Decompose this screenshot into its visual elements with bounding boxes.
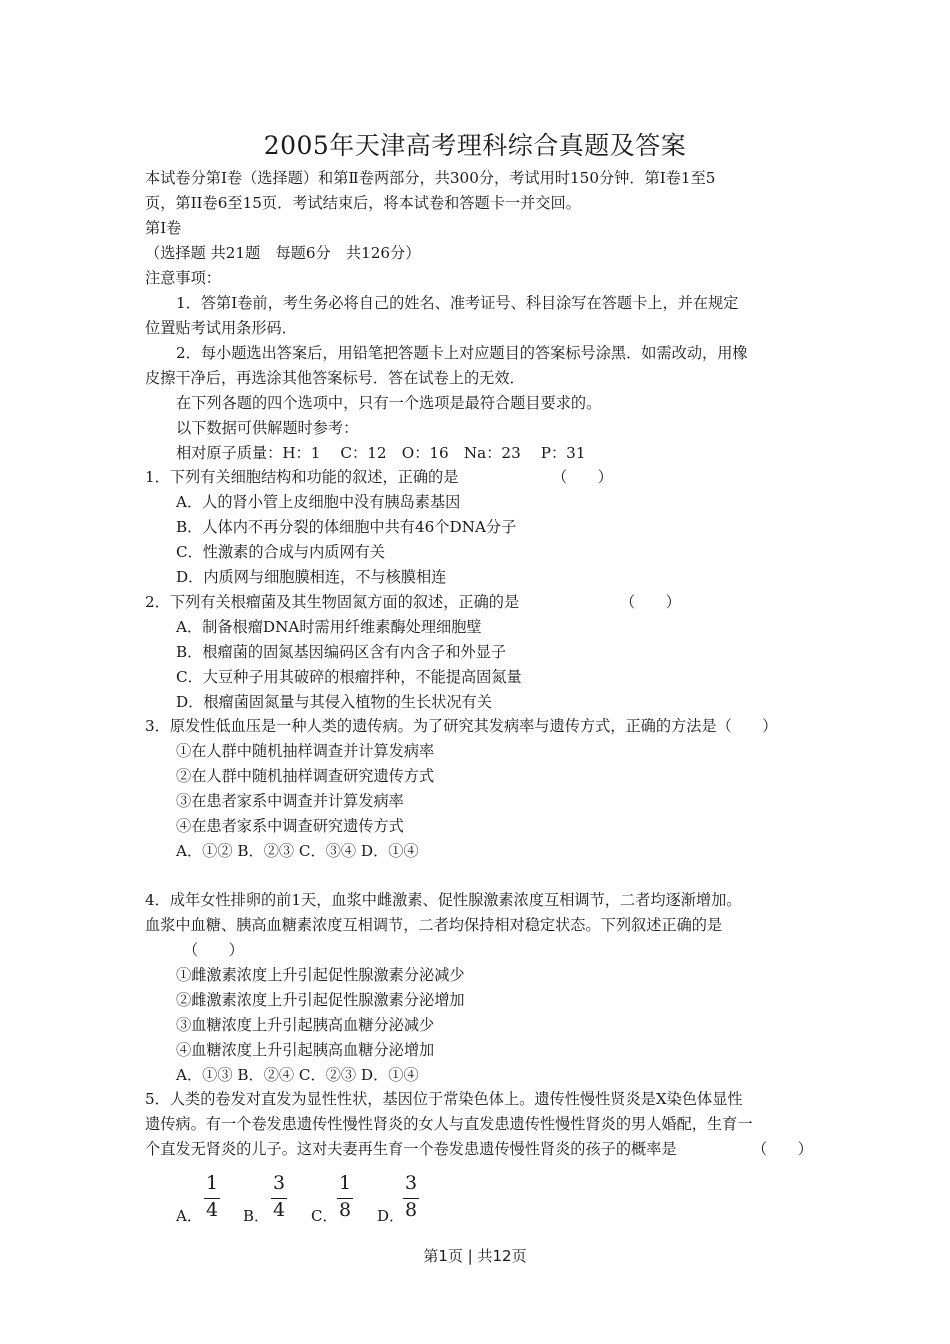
option: B．根瘤菌的固氮基因编码区含有内含子和外显子 [176, 643, 507, 661]
option: A．制备根瘤DNA时需用纤维素酶处理细胞壁 [176, 618, 482, 636]
intro-line: 页，第II卷6至15页．考试结束后，将本试卷和答题卡一并交回。 [145, 194, 581, 212]
option: C．大豆种子用其破碎的根瘤拌种，不能提高固氮量 [176, 668, 522, 686]
note-line: 1．答第Ⅰ卷前，考生务必将自己的姓名、准考证号、科目涂写在答题卡上，并在规定 [176, 294, 739, 312]
question-1-stem [145, 467, 458, 487]
option: B．人体内不再分裂的体细胞中共有46个DNA分子 [176, 518, 517, 536]
answer-paren: （ ） [752, 1140, 813, 1158]
question-5-stem: 5．人类的卷发对直发为显性性状，基因位于常染色体上。遗传性慢性贤炎是X染色体显性 [145, 1090, 743, 1108]
statement-item: ④在患者家系中调查研究遗传方式 [176, 817, 404, 835]
question-5-stem: 个直发无肾炎的儿子。这对夫妻再生育一个卷发患遗传慢性肾炎的孩子的概率是 [145, 1140, 677, 1158]
question-3-stem: 3．原发性低血压是一种人类的遗传病。为了研究其发病率与遗传方式，正确的方法是（ ） [145, 717, 778, 735]
statement-item: ②在人群中随机抽样调查研究遗传方式 [176, 767, 435, 785]
note-line: 2．每小题选出答案后，用铅笔把答题卡上对应题目的答案标号涂黑．如需改动，用橡 [176, 344, 748, 362]
intro-line: 本试卷分第Ⅰ卷（选择题）和第Ⅱ卷两部分，共300分，考试用时150分钟．第Ⅰ卷1至5 [145, 169, 716, 187]
option: C．性激素的合成与内质网有关 [176, 543, 386, 561]
answer-paren: （ ） [183, 941, 244, 959]
statement-item: ①在人群中随机抽样调查并计算发病率 [176, 742, 435, 760]
note-line: 皮擦干净后，再选涂其他答案标号．答在试卷上的无效． [145, 369, 525, 387]
notes-label: 注意事项： [145, 269, 221, 287]
question-4-stem: 4．成年女性排卵的前1天，血浆中雌激素、促性腺激素浓度互相调节，二者均逐渐增加。 [145, 891, 742, 909]
statement-item: ①雌激素浓度上升引起促性腺激素分泌减少 [176, 966, 465, 984]
question-2-stem: 2．下列有关根瘤菌及其生物固氮方面的叙述，正确的是 [145, 593, 520, 611]
question-stem-text: 1．下列有关细胞结构和功能的叙述，正确的是 [145, 468, 459, 486]
fraction-denominator: 8 [404, 1199, 418, 1221]
statement-item: ④血糖浓度上升引起胰高血糖分泌增加 [176, 1041, 435, 1059]
option-label: D． [377, 1207, 405, 1225]
fraction-numerator: 1 [205, 1172, 219, 1194]
question-4-stem: 血浆中血糖、胰高血糖素浓度互相调节，二者均保持相对稳定状态。下列叙述正确的是 [145, 916, 723, 934]
page-footer: 第1页 | 共12页 [423, 1247, 527, 1265]
fraction-denominator: 4 [205, 1199, 219, 1221]
option: A．人的肾小管上皮细胞中没有胰岛素基因 [176, 493, 461, 511]
option: D．内质网与细胞膜相连，不与核膜相连 [176, 568, 447, 586]
page-title: 2005年天津高考理科综合真题及答案 [263, 131, 687, 160]
option-label: A． [176, 1207, 202, 1225]
note-line: 在下列各题的四个选项中，只有一个选项是最符合题目要求的。 [176, 394, 602, 412]
statement-item: ③血糖浓度上升引起胰高血糖分泌减少 [176, 1016, 435, 1034]
fraction-numerator: 1 [338, 1172, 352, 1194]
option-label: B． [243, 1207, 270, 1225]
answer-choices: A．①③ B．②④ C．②③ D．①④ [176, 1066, 419, 1084]
part-info: （选择题 共21题 每题6分 共126分） [145, 244, 421, 262]
note-line: 以下数据可供解题时参考： [176, 419, 359, 437]
fraction-denominator: 8 [338, 1199, 352, 1221]
statement-item: ③在患者家系中调查并计算发病率 [176, 792, 404, 810]
statement-item: ②雌激素浓度上升引起促性腺激素分泌增加 [176, 991, 465, 1009]
answer-paren: （ ） [620, 593, 681, 611]
option-label: C． [311, 1207, 338, 1225]
answer-choices: A．①② B．②③ C．③④ D．①④ [176, 842, 419, 860]
fraction-numerator: 3 [404, 1172, 418, 1194]
answer-paren: （ ） [552, 468, 613, 486]
atomic-mass-line: 相对原子质量：H：1 C：12 O：16 Na：23 P：31 [176, 444, 586, 462]
question-5-stem: 遗传病。有一个卷发患遗传性慢性肾炎的女人与直发患遗传性慢性肾炎的男人婚配，生育一 [145, 1115, 753, 1133]
option: D．根瘤菌固氮量与其侵入植物的生长状况有关 [176, 693, 492, 711]
fraction-numerator: 3 [272, 1172, 286, 1194]
fraction-denominator: 4 [272, 1199, 286, 1221]
part-heading: 第Ⅰ卷 [145, 219, 182, 237]
note-line: 位置贴考试用条形码． [145, 319, 297, 337]
